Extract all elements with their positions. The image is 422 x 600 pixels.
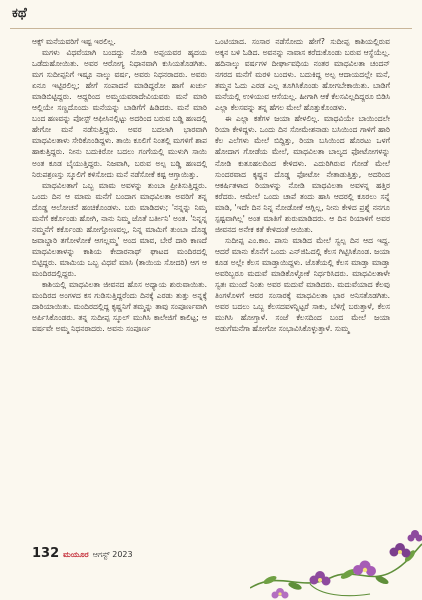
page-number: 132 (32, 546, 60, 561)
paragraph: ಸುದೀಪ್ಪ ಎಂ.ಕಾಂ. ಪಾಸು ಮಾಡಿದ ಮೇಲೆ ಸ್ವಲ್ಪ ದಿನ ಆದ ಇದ್ದ. ಆದರೆ ಮಾನು ಕೊನೆಗೆ ಒಂದು ಎನ್‌ಜಿಓದಲ್ಲಿ ಕೆಲಸ ಗಿಟ್ಟಿಸಿಕೊಂಡ. ಜಯಾ ಕೂಡ ಅಲ್ಲೇ ಕೆಲಸ ಮಾಡ್ತಾಯಿದ್ದಳು. ಜೊತೆಯಲ್ಲಿ ಕೆಲಸ ಮಾಡ್ತಾ ಮಾಡ್ತಾ ಅವರಿಬ್ಬರೂ ಮದುವೆ ಮಾಡಿಕೊಳ್ಳೋಕೆ ನಿರ್ಧರಿಸಿದರು. ಮಾಧವಿಲತಾಳೇ ಸ್ವತಃ ಮುಂದೆ ನಿಂತು ಅವರ ಮದುವೆ ಮಾಡಿದರು. ಮದುವೆಯಾದ ಕೆಲವು ತಿಂಗಳೊಳಗೆ ಆವರ ಸಂಸಾರಕ್ಕೆ ಮಾಧವಿಲತಾ ಭಾರ ಅನಿಸತೊಡಗಿತು. ಅವರ ಬದಲು ಒಬ್ಬ ಕೆಲಸದವಳನ್ನಿಟ್ಟರೆ ಸಾಕು, ಬೆಳಿಗ್ಗೆ ಬರುತ್ತಾಳೆ, ಕೆಲಸ ಮುಗಿಸಿ ಹೋಗ್ತಾಳೆ. ಸಂಜೆ ಕೆಲಸದಿಂದ ಬಂದ ಮೇಲೆ ಜಯಾ ಅಡುಗೆಮನೆಗಾ ಹೋಗೋ ಸಂಭಾವಿಸಿಕೊಳ್ಳುತ್ತಾಳೆ. ಸುಮ್ಮ (215, 235, 390, 334)
paragraph: ಮಾಧವಿಲತಾಗೆ ಒಬ್ಬ ಮಾಮ ಅವಳನ್ನು ತುಂಬಾ ಪ್ರೀತಿಸುತ್ತಿದ್ದರು. ಒಂದು ದಿನ ಆ ಮಾಮ ಮನೆಗೆ ಬಂದಾಗ ಮಾಧವಿಲತಾ ಅವರಿಗೆ ತನ್ನ ದೊಡ್ಡ ಆಲೋಚನೆ ಹಂಚಿಕೊಂಡಳು. ಬರು ಮಾಡಿದಳು; 'ನನ್ನನ್ನು ನಿಮ್ಮ ಮನೆಗೆ ಕರ್ಕೊಂಡು ಹೋಗಿ, ನಾನು ನಿಮ್ಮ ಜೊತೆ ಬರ್ತೀನಿ' ಅಂತ. 'ನಿನ್ನನ್ನ ನಮ್ಮನೆಗೆ ಕರ್ಕೊಂಡು ಹೋಗ್ತೋಣವಲ್ಲ, ನಿನ್ನ ಮಾಮಿಗೆ ತುಂಬಾ ದೊಡ್ಡ ಜವಾಬ್ದಾರಿ ತಗೋಳೋಕೆ ಆಗಲ್ಲಮ್ಮ' ಅಂದ ಮಾವ, ಬೇರೆ ದಾರಿ ಕಾಣದೆ ಮಾಧವಿಲತಾಳನ್ನು ಕಾಶಿಯ ಕೇದಾರನಾಥ್ ಘಾಟದ ಮಂದಿರದಲ್ಲಿ ಬಿಟ್ಟಿದ್ದರು. ಮಾಮಿಯ ಒಬ್ಬ ವಿಧವೆ ಮಾಸಿ (ತಾಯಿಯ ಸೋದರಿ) ಆಗ ಆ ಮಂದಿರದಲ್ಲಿದ್ದರು. (32, 180, 207, 278)
paragraph: ಒಂಟಿಯಾದ. ಸಂಸಾರ ನಡೆಸೋದು ಹೇಗೆ? ಸುದೀಪ್ಪ ಕಾಶಿಯಲ್ಲಿರುವ ಅಕ್ಕನ ಬಳಿ ಓಡಿದ. ಅವನನ್ನು ನಾವಾಸ ಕರೆದುಕೊಂಡು ಬರುವ ಆಸ್ಥೆಯೆಲ್ಲ. ಹದಿನಾಲ್ಕು ವರ್ಷಗಳ ದೀರ್ಘಾವಧಿಯ ನಂತರ ಮಾಧವಿಲತಾ ಚಂದನ್ ನಗರದ ಮನೆಗೆ ಮರಳಿ ಬಂದಳು. ಬದುಕಿದ್ದ ಅಲ್ಪ ಆದಾಯದಲ್ಲೇ ಮನೆ, ತಮ್ಮನ ಓದು ಎರಡ ಎಲ್ಲ ತೂಗಿಸಿಕೊಂಡು ಹೋಗಬೇಕಾಯಿತು. ಬಾಡಿಗೆ ಮನೆಯಲ್ಲಿ ಉಳಿಯುವ ಆಸೆಯಲ್ಲ. ಹೀಗಾಗಿ ಆಕೆ ಕೆಲಸವಿಲ್ಲದಿದ್ದರೂ ಬಿಡಿಸಿ ಎಲ್ಲಾ ಕೆಲಸವನ್ನು ತನ್ನ ಹೆಗಲ ಮೇಲೆ ಹೊತ್ತುಕೊಂಡಳು. (215, 37, 390, 113)
paragraph: ಮಗಳು ವಿಧವೆಯಾಗಿ ಬಂದದ್ದು ನೋಡಿ ಅಪ್ಪಯವರ ಹೃದಯ ಒಡೆದುಹೋಯಿತು. ಅವರ ಆರೋಗ್ಯ ನಿಧಾನವಾಗಿ ಕುಸಿಯತೊಡಗಿತು. ಮಗ ಸುದೀಪ್ಪನಿಗೆ ಇಷ್ಟೂ ನಾಲ್ಕು ವರ್ಷ, ಅವರು ನಿಧನರಾದರು. ಅವರು ಏನೂ ಇಟ್ಟಿರಲಿಲ್ಲ; ಹೇಗೆ ಸಂಪಾದನೆ ಮಾಡಿದ್ದರೋ ಹಾಗೆ ಖರ್ಚು ಮಾಡಿಬಿಟ್ಟಿದ್ದರು. ಆದ್ದರಿಂದ ಅಮ್ಮಯವರಾದೇವಿಯವರು ಮನೆ ಮಾರಿ ಆಲ್ಲಿಯೇ ಸಣ್ಣದೊಂದು ಮನೆಯನ್ನು ಬಾಡಿಗೆಗೆ ಹಿಡಿದರು. ಮನೆ ಮಾರಿ ಬಂದ ಹಣವನ್ನು ಪೋಸ್ಟ್ ಆಫೀಸಿನಲ್ಲಿಟ್ಟು ಅದರಿಂದ ಬರುವ ಬಡ್ಡಿ ಹಣದಲ್ಲಿ ಹೇಗೋ ಮನೆ ನಡೆಸುತ್ತಿದ್ದರು. ಅವರ ಬದಲಾಗಿ ಭಾರವಾಗಿ ಮಾಧವಿಲತಾಳು ಸೇರಿಕೊಂಡಿದ್ದಳು. ತಾಯಿ ಕೂಲಿಗೆ ನಿಂತಲ್ಲಿ ಮಗಳಿಗೆ ಶಾಪ ಹಾಕುತ್ತಿದ್ದರು. ನೀನು ಬದುಕಿರೋ ಬದಲು ಗಂಗೆಯಲ್ಲಿ ಮುಳುಗಿ ಸಾಯಿ ಅಂತ ಕೂಡ ಬೈಯುತ್ತಿದ್ದರು. ನಿಜವಾಗಿ, ಬರುವ ಅಲ್ಪ ಬಡ್ಡಿ ಹಣದಲ್ಲಿ ನಿರುಪಶ್ರಣಸ್ತು ಸ್ಕೂಲಿಗೆ ಕಳಿಸೋದು ಮನೆ ನಡೆಸೋಕೆ ಕಷ್ಟ ಆಗ್ತಾಯಿತ್ತು. (32, 48, 207, 179)
flower (272, 588, 289, 599)
floral-vine-illustration (250, 500, 422, 600)
right-text-column (215, 36, 390, 541)
flower (310, 571, 331, 586)
flower (353, 561, 376, 577)
vine-stem (310, 584, 370, 596)
flower (390, 543, 411, 558)
flower (408, 530, 422, 542)
paragraph: ಈ ಎಲ್ಲಾ ಕತೆಗಳ ಜಯಾ ಹೇಳಲಿಲ್ಲ. ಮಾಧವಿಯೇ ಬಾಯಿಂದಲೇ ರಿಯಾ ಕೇಳಿದ್ದಳು. ಒಂದು ದಿನ ಸೋಮೇಶನಾಡು ಬಸಿಯಿಂದ ಗಾಳಿಗೆ ಹಾರಿ ಕೆಲ ಎಲೆಗಳು ಮೇಲೆ ಬಿದ್ದಿತ್ತು, ರಿಯಾ ಬಸಿಯಿಂದ ಹೊರಟು ಒಳಗೆ ಹೋದಾಗ ಗೋಡೆಯ ಮೇಲೆ, ಮಾಧವಿಲತಾ ಬಾಲ್ಯದ ಫೋಟೋಗಳನ್ನು ನೋಡಿ ಕುತೂಹಲದಿಂದ ಕೇಳಿದಳು. ಎದುರಿಗಿರುವ ಗೋಡೆ ಮೇಲೆ ಸುಂದರವಾದ ಕೃಷ್ಣನ ದೊಡ್ಡ ಫೋಟೋ ನೇತಾಡುತ್ತಿತ್ತು, ಅದರಿಂದ ಆಕರ್ಷಿತಳಾದ ರಿಯಾಳನ್ನು ನೋಡಿ ಮಾಧವಿಲತಾ ಅವಳನ್ನ ಹತ್ತಿರ ಕರೆದರು. ಆಮೇಲೆ ಒಂದು ಚಾಪೆ ತಂದು ಹಾಸಿ ಆದರಲ್ಲಿ ಕೂರಲು ಸನ್ನೆ ಮಾಡಿ, 'ಇದೇ ದಿನ ನಿನ್ನ ನೋಡೋಕೆ ಆಗ್ಲಿಲ್ಲ, ನೀನು ಕೇಳಿದ ಪ್ರಶ್ನೆ ನನಗೂ ಸ್ಪಷ್ಟವಾಗಿಲ್ಲ' ಅಂತ ಮಾತಿಗೆ ಶುರುಮಾಡಿದರು. ಆ ದಿನ ರಿಯಾಳಿಗೆ ಅವರ ಜೀವನದ ಅನೇಕ ಕತೆ ಕೇಳಿದಂತೆ ಆಯಿತು. (215, 114, 390, 234)
issue-date: ಆಗಸ್ಟ್ 2023 (92, 550, 133, 559)
left-text-column (32, 36, 207, 541)
page-footer (32, 546, 133, 561)
section-heading: ಕಥೆ (12, 6, 27, 21)
magazine-name: ಮಯೂರ (63, 550, 89, 559)
header-divider (10, 28, 412, 29)
paragraph: ಆಕ್ಸ್ ಮನೆಯವರಿಗೆ ಇಷ್ಟ ಇರಲಿಲ್ಲ. (32, 37, 116, 46)
paragraph: ಕಾಶಿಯಲ್ಲಿ ಮಾಧವಿಲತಾ ಜೀವನದ ಹೊಸ ಅಧ್ಯಾಯ ಶುರುವಾಯಿತು. ಮಂದಿರದ ಅಂಗಳದ ಕಸ ಗುಡಿಸುತ್ತಿದ್ದರೆಂದು ದಿನಕ್ಕೆ ಎರಡು ತುತ್ತು ಅನ್ನಕ್ಕೆ ದಾರಿಯಾಯಿತು. ಮಂದಿರದಲ್ಲಿದ್ದ ಕೃಷ್ಣನಿಗೆ ತಮ್ಮನ್ನು ತಾವು ಸಂಪೂರ್ಣವಾಗಿ ಅರ್ಪಿಸಿಕೊಂಡರು. ತನ್ನ ಸುದೀಪ್ಪ ಸ್ಕೂಲ್ ಮುಗಿಸಿ ಕಾಲೇಜಿಗೆ ಕಾಲಿಟ್ಟ; ಆ ವರ್ಷವೇ ಅಮ್ಮ ನಿಧನರಾದರು. ಅವನು ಸಂಪೂರ್ಣ (32, 280, 207, 334)
